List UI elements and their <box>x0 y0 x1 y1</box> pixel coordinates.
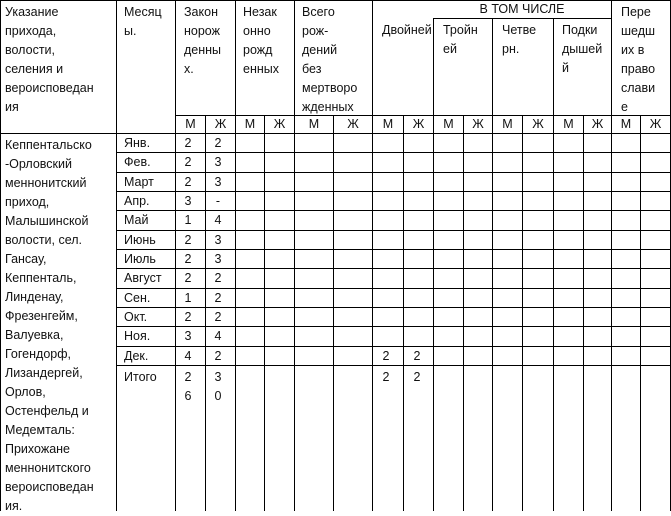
sex-label: Ж <box>412 117 425 131</box>
legit-female-cell: - <box>215 194 221 208</box>
legit-female-cell: 2 <box>214 310 222 324</box>
month-cell: Июль <box>124 252 156 266</box>
sex-label: М <box>620 117 632 131</box>
region-description: Кеппентальско -Орловский меннонитский приход, Малышинской волости, сел. Гансау, Кеппенталь, Линденау, Фрезенгейм, Валуевка, Гогендорф, Лизандергей, Орлов, Остенфельд и Медемталь: Прихожане меннонитского вероисповедан ия. <box>5 138 94 513</box>
legit-male-cell: 2 <box>184 155 192 169</box>
legit-male-cell: 2 <box>184 310 192 324</box>
legit-male-cell: 3 <box>184 194 192 208</box>
month-cell: Дек. <box>124 349 149 363</box>
month-cell: Окт. <box>124 310 148 324</box>
twins-female-cell: 2 <box>413 349 421 363</box>
legit-female-cell: 4 <box>214 213 222 227</box>
legit-female-cell: 2 <box>214 271 222 285</box>
legit-male-cell: 2 <box>184 271 192 285</box>
sex-label: М <box>443 117 454 131</box>
month-cell: Май <box>124 213 149 227</box>
header-legitimate: Закон норож денны х. <box>184 5 222 76</box>
legit-male-cell: 2 <box>184 252 192 266</box>
legit-female-cell: 3 <box>214 252 222 266</box>
month-cell: Ноя. <box>124 329 151 343</box>
sex-label: Ж <box>273 117 286 131</box>
month-cell: Апр. <box>124 194 150 208</box>
header-triplets: Тройн ей <box>443 23 478 56</box>
sex-label: М <box>382 117 394 131</box>
sex-label: Ж <box>214 117 227 131</box>
legit-male-cell: 3 <box>184 329 192 343</box>
header-quadruplets: Четве рн. <box>502 23 537 56</box>
month-cell: Август <box>124 271 162 285</box>
legit-female-cell: 4 <box>214 329 222 343</box>
header-twins: Двойней <box>382 23 432 37</box>
sex-label: М <box>502 117 513 131</box>
legit-male-cell: 2 <box>184 233 192 247</box>
header-month: Месяц ы. <box>124 5 162 38</box>
sex-label: Ж <box>532 117 544 131</box>
legit-male-cell: 2 <box>184 136 192 150</box>
sex-label: Ж <box>591 117 604 131</box>
header-region: Указание прихода, волости, селения и вероисповедан ия <box>5 5 94 114</box>
twins-male-cell: 2 <box>382 349 390 363</box>
sex-label: М <box>185 117 196 131</box>
sex-label: М <box>244 117 256 131</box>
header-in-number: В ТОМ ЧИСЛЕ <box>479 2 565 16</box>
header-illegitimate: Незак онно рожд енных <box>243 5 279 76</box>
header-converted: Пере шедш их в право слави е <box>621 5 656 114</box>
total-twins-female: 2 <box>413 370 421 384</box>
legit-female-cell: 2 <box>214 291 222 305</box>
sex-label: М <box>563 117 574 131</box>
total-legit-female: 3 0 <box>214 370 222 403</box>
total-label: Итого <box>124 370 157 384</box>
legit-female-cell: 2 <box>214 136 222 150</box>
sex-label: М <box>308 117 320 131</box>
total-legit-male: 2 6 <box>184 370 192 403</box>
total-twins-male: 2 <box>382 370 390 384</box>
sex-label: Ж <box>347 117 359 131</box>
sex-label: Ж <box>472 117 484 131</box>
legit-male-cell: 1 <box>184 213 192 227</box>
sex-label: Ж <box>649 117 662 131</box>
header-foundlings: Подки дышей й <box>562 23 603 75</box>
legit-female-cell: 3 <box>214 175 222 189</box>
month-cell: Март <box>124 175 154 189</box>
header-total-births: Всего рож- дений без мертворо жденных <box>302 5 358 114</box>
legit-male-cell: 1 <box>184 291 192 305</box>
month-cell: Фев. <box>124 155 151 169</box>
month-cell: Сен. <box>124 291 151 305</box>
legit-female-cell: 3 <box>214 233 222 247</box>
legit-female-cell: 2 <box>214 349 222 363</box>
month-cell: Июнь <box>124 233 156 247</box>
legit-female-cell: 3 <box>214 155 222 169</box>
legit-male-cell: 2 <box>184 175 192 189</box>
legit-male-cell: 4 <box>184 349 192 363</box>
month-cell: Янв. <box>124 136 151 150</box>
